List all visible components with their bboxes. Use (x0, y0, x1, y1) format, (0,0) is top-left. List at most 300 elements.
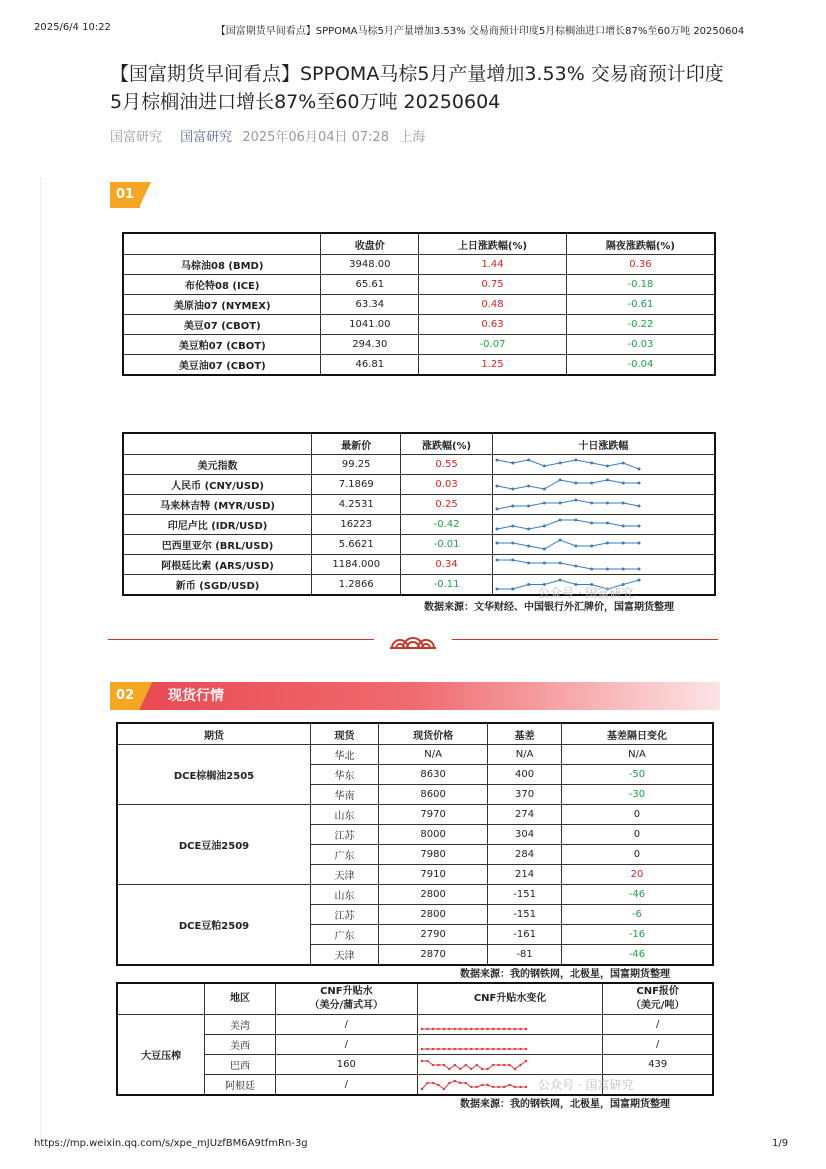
cnf-quote: / (603, 1035, 713, 1055)
sparkline-point (475, 1063, 477, 1065)
instrument-name: 美豆油07 (CBOT) (123, 355, 321, 376)
sparkline-point (527, 583, 530, 586)
night-change: 0.36 (566, 255, 715, 275)
change-pct: -0.42 (401, 515, 492, 535)
section-title: 现货行情 (168, 688, 224, 704)
sparkline-point (470, 1067, 472, 1069)
sparkline-point (511, 462, 514, 465)
sparkline-point (448, 1047, 450, 1049)
latest-price: 7.1869 (312, 475, 401, 495)
sparkline-point (454, 1027, 456, 1029)
region: 广东 (310, 925, 378, 945)
sparkline-point (495, 588, 498, 591)
change-pct: 0.55 (401, 455, 492, 475)
column-header: 收盘价 (321, 233, 419, 255)
sparkline-point (495, 485, 498, 488)
region: 山东 (310, 805, 378, 825)
column-header: CNF报价 （美元/吨） (603, 983, 713, 1015)
sparkline-point (574, 459, 577, 462)
ten-day-trend (492, 515, 715, 535)
sparkline-point (527, 485, 530, 488)
sparkline-point (495, 559, 498, 562)
sparkline-point (543, 465, 546, 468)
table-row (117, 1035, 713, 1055)
sparkline-line (497, 500, 639, 509)
cnf-premium: / (275, 1015, 417, 1035)
sparkline-point (574, 565, 577, 568)
sparkline-point (519, 1027, 521, 1029)
sparkline-point (606, 522, 609, 525)
table-row (117, 805, 713, 825)
contract-name: DCE豆油2509 (117, 805, 310, 885)
section-badge-slant (140, 682, 154, 710)
sparkline-point (590, 482, 593, 485)
ten-day-trend (492, 455, 715, 475)
sparkline-point (426, 1059, 428, 1061)
sparkline-point (621, 568, 624, 571)
sparkline-point (481, 1067, 483, 1069)
sparkline (418, 1017, 530, 1033)
table-header-row (123, 233, 715, 255)
sparkline-point (525, 1027, 527, 1029)
cnf-premium: 160 (275, 1055, 417, 1075)
basis: 274 (488, 805, 562, 825)
sparkline-point (519, 1047, 521, 1049)
sparkline-point (421, 1047, 423, 1049)
table-row (117, 1015, 713, 1035)
sparkline-point (503, 1027, 505, 1029)
sparkline-point (606, 568, 609, 571)
column-header: CNF升贴水变化 (417, 983, 602, 1015)
sparkline-point (503, 1047, 505, 1049)
page-number: 1/9 (772, 1138, 789, 1149)
sparkline-point (514, 1027, 516, 1029)
sparkline-point (421, 1027, 423, 1029)
change-pct: 0.25 (401, 495, 492, 515)
prev-change: -0.07 (419, 335, 567, 355)
table-row (123, 495, 715, 515)
spot-price: N/A (379, 745, 488, 765)
column-header: 现货 (310, 723, 378, 745)
prev-change: 0.48 (419, 295, 567, 315)
sparkline-line (497, 540, 639, 549)
basis: -81 (488, 945, 562, 966)
sparkline-point (465, 1063, 467, 1065)
basis: -151 (488, 885, 562, 905)
basis-change: 0 (561, 825, 713, 845)
cnf-premium: / (275, 1035, 417, 1055)
column-header: 期货 (117, 723, 310, 745)
region: 山东 (310, 885, 378, 905)
spot-price: 8600 (379, 785, 488, 805)
print-doc-title: 【国富期货早间看点】SPPOMA马棕5月产量增加3.53% 交易商预计印度5月棕榈油进口增长87%至60万吨 20250604 (215, 26, 745, 37)
group-name: 大豆压榨 (117, 1015, 205, 1096)
sparkline-point (558, 539, 561, 542)
sparkline-line (497, 520, 639, 529)
change-pct: -0.11 (401, 575, 492, 596)
ten-day-trend (492, 555, 715, 575)
close-price: 46.81 (321, 355, 419, 376)
futures-table (122, 232, 716, 376)
sparkline-point (465, 1081, 467, 1083)
latest-price: 4.2531 (312, 495, 401, 515)
currency-name: 马来林吉特 (MYR/USD) (123, 495, 312, 515)
sparkline-point (459, 1027, 461, 1029)
currency-name: 人民币 (CNY/USD) (123, 475, 312, 495)
sparkline-point (637, 579, 640, 582)
sparkline-point (558, 502, 561, 505)
article-title: 【国富期货早间看点】SPPOMA马棕5月产量增加3.53% 交易商预计印度5月棕榈油进口增长87%至60万吨 20250604 (110, 63, 724, 113)
sparkline-point (481, 1047, 483, 1049)
sparkline-point (508, 1027, 510, 1029)
basis: -151 (488, 905, 562, 925)
ten-day-trend (492, 475, 715, 495)
sparkline-point (621, 482, 624, 485)
sparkline-point (543, 548, 546, 551)
basis-change: -50 (561, 765, 713, 785)
sparkline-point (443, 1047, 445, 1049)
sparkline-point (443, 1087, 445, 1089)
sparkline-point (492, 1027, 494, 1029)
spot-price: 2800 (379, 905, 488, 925)
sparkline-point (621, 502, 624, 505)
region: 巴西 (205, 1055, 276, 1075)
sparkline-point (481, 1083, 483, 1085)
close-price: 294.30 (321, 335, 419, 355)
sparkline-point (470, 1085, 472, 1087)
sparkline-point (475, 1027, 477, 1029)
spot-price: 7980 (379, 845, 488, 865)
column-header: CNF升贴水 （美分/蒲式耳） (275, 983, 417, 1015)
basis-change: -46 (561, 945, 713, 966)
basis: -161 (488, 925, 562, 945)
sparkline-line (497, 460, 639, 469)
latest-price: 5.6621 (312, 535, 401, 555)
sparkline-point (432, 1027, 434, 1029)
region: 江苏 (310, 825, 378, 845)
sparkline (493, 536, 643, 553)
latest-price: 16223 (312, 515, 401, 535)
section-number: 02 (110, 682, 140, 710)
sparkline-point (448, 1067, 450, 1069)
sparkline-point (421, 1059, 423, 1061)
basis-change: N/A (561, 745, 713, 765)
sparkline-point (470, 1047, 472, 1049)
sparkline-point (508, 1083, 510, 1085)
prev-change: 1.25 (419, 355, 567, 376)
sparkline-point (590, 545, 593, 548)
sparkline-point (527, 562, 530, 565)
column-header (117, 983, 205, 1015)
sparkline-point (421, 1087, 423, 1089)
sparkline-point (527, 505, 530, 508)
region: 江苏 (310, 905, 378, 925)
sparkline-point (574, 499, 577, 502)
section-01-header (110, 182, 152, 208)
cnf-change-trend (417, 1055, 602, 1075)
basis-change: -46 (561, 885, 713, 905)
fx-source-note: 数据来源：文华财经、中国银行外汇牌价，国富期货整理 (424, 602, 674, 613)
basis: N/A (488, 745, 562, 765)
table-row (123, 535, 715, 555)
latest-price: 1.2866 (312, 575, 401, 596)
basis-change: -6 (561, 905, 713, 925)
article-meta (110, 126, 431, 145)
ten-day-trend (492, 495, 715, 515)
cnf-quote: / (603, 1015, 713, 1035)
spot-price: 2800 (379, 885, 488, 905)
sparkline-point (454, 1079, 456, 1081)
sparkline-point (574, 545, 577, 548)
sparkline-point (443, 1027, 445, 1029)
sparkline-point (606, 502, 609, 505)
sparkline-point (558, 562, 561, 565)
table-header-row (117, 983, 713, 1015)
sparkline-point (525, 1059, 527, 1061)
sparkline-point (465, 1027, 467, 1029)
sparkline-point (574, 519, 577, 522)
close-price: 1041.00 (321, 315, 419, 335)
sparkline-point (606, 542, 609, 545)
night-change: -0.22 (566, 315, 715, 335)
night-change: -0.61 (566, 295, 715, 315)
spot-price: 7910 (379, 865, 488, 885)
sparkline-point (486, 1047, 488, 1049)
contract-name: DCE棕榈油2505 (117, 745, 310, 805)
prev-change: 1.44 (419, 255, 567, 275)
section-02-header (110, 682, 224, 710)
table-row (117, 885, 713, 905)
sparkline (493, 516, 643, 533)
instrument-name: 布伦特08 (ICE) (123, 275, 321, 295)
sparkline-point (437, 1027, 439, 1029)
spot-price: 8000 (379, 825, 488, 845)
table-row (123, 275, 715, 295)
region: 天津 (310, 945, 378, 966)
night-change: -0.04 (566, 355, 715, 376)
basis-change: -30 (561, 785, 713, 805)
sparkline (418, 1077, 530, 1093)
basis: 400 (488, 765, 562, 785)
column-header: 隔夜涨跌幅(%) (566, 233, 715, 255)
sparkline-point (486, 1083, 488, 1085)
sparkline-point (432, 1063, 434, 1065)
sparkline-point (497, 1047, 499, 1049)
section-badge-slant (140, 182, 152, 208)
table-header-row (123, 433, 715, 455)
sparkline (418, 1057, 530, 1073)
latest-price: 1184.000 (312, 555, 401, 575)
sparkline-line (497, 560, 639, 569)
sparkline-point (495, 508, 498, 511)
sparkline-point (543, 525, 546, 528)
sparkline-point (459, 1067, 461, 1069)
sparkline-point (527, 459, 530, 462)
sparkline-point (497, 1063, 499, 1065)
sparkline-point (511, 559, 514, 562)
sparkline-point (492, 1063, 494, 1065)
sparkline-point (527, 545, 530, 548)
sparkline-point (465, 1047, 467, 1049)
sparkline-point (514, 1085, 516, 1087)
sparkline (493, 476, 643, 493)
sparkline-point (527, 528, 530, 531)
sparkline-point (495, 542, 498, 545)
section-number: 01 (110, 182, 140, 208)
prev-change: 0.75 (419, 275, 567, 295)
change-pct: -0.01 (401, 535, 492, 555)
ten-day-trend (492, 535, 715, 555)
account-link[interactable]: 国富研究 (180, 130, 233, 145)
sparkline-point (503, 1085, 505, 1087)
sparkline-point (503, 1063, 505, 1065)
sparkline-point (621, 462, 624, 465)
region: 天津 (310, 865, 378, 885)
table-row (117, 1055, 713, 1075)
sparkline-point (459, 1047, 461, 1049)
table-row (123, 515, 715, 535)
sparkline-point (511, 525, 514, 528)
sparkline-point (437, 1083, 439, 1085)
sparkline (418, 1037, 530, 1053)
latest-price: 99.25 (312, 455, 401, 475)
region: 华南 (310, 785, 378, 805)
footer-url[interactable]: https://mp.weixin.qq.com/s/xpe_mJUzfBM6A9tfmRn-3g (34, 1138, 308, 1149)
sparkline-point (511, 542, 514, 545)
sparkline-point (590, 522, 593, 525)
region: 美西 (205, 1035, 276, 1055)
sparkline-point (432, 1047, 434, 1049)
basis-change: 20 (561, 865, 713, 885)
table-row (123, 555, 715, 575)
sparkline-point (508, 1063, 510, 1065)
table-row (123, 255, 715, 275)
column-header: 最新价 (312, 433, 401, 455)
instrument-name: 美豆粕07 (CBOT) (123, 335, 321, 355)
column-header: 地区 (205, 983, 276, 1015)
column-header: 基差隔日变化 (561, 723, 713, 745)
night-change: -0.18 (566, 275, 715, 295)
sparkline-point (558, 479, 561, 482)
currency-name: 阿根廷比索 (ARS/USD) (123, 555, 312, 575)
publish-location: 上海 (399, 130, 426, 145)
cnf-change-trend (417, 1035, 602, 1055)
sparkline-point (558, 462, 561, 465)
sparkline-point (558, 519, 561, 522)
currency-name: 印尼卢比 (IDR/USD) (123, 515, 312, 535)
column-header: 基差 (488, 723, 562, 745)
sparkline-point (492, 1085, 494, 1087)
basis: 370 (488, 785, 562, 805)
sparkline-point (448, 1081, 450, 1083)
sparkline-point (459, 1081, 461, 1083)
region: 阿根廷 (205, 1075, 276, 1096)
sparkline-point (448, 1027, 450, 1029)
sparkline-point (492, 1047, 494, 1049)
table-row (123, 295, 715, 315)
sparkline-point (432, 1081, 434, 1083)
night-change: -0.03 (566, 335, 715, 355)
sparkline-point (497, 1085, 499, 1087)
sparkline-point (558, 579, 561, 582)
sparkline-point (637, 568, 640, 571)
sparkline-point (590, 568, 593, 571)
spot-price: 2870 (379, 945, 488, 966)
sparkline-point (621, 542, 624, 545)
basis: 284 (488, 845, 562, 865)
region: 美湾 (205, 1015, 276, 1035)
spot-price: 2790 (379, 925, 488, 945)
sparkline-point (437, 1063, 439, 1065)
basis: 304 (488, 825, 562, 845)
divider-right (452, 639, 718, 640)
sparkline-point (590, 502, 593, 505)
sparkline-point (514, 1067, 516, 1069)
basis-change: 0 (561, 805, 713, 825)
sparkline-point (511, 588, 514, 591)
prev-change: 0.63 (419, 315, 567, 335)
sparkline (493, 556, 643, 573)
sparkline-line (497, 480, 639, 489)
currency-name: 新币 (SGD/USD) (123, 575, 312, 596)
sparkline (493, 456, 643, 473)
basis: 214 (488, 865, 562, 885)
region: 华北 (310, 745, 378, 765)
spot-price: 7970 (379, 805, 488, 825)
sparkline-point (519, 1085, 521, 1087)
sparkline-point (486, 1067, 488, 1069)
article-source: 国富研究 (110, 130, 163, 145)
sparkline-point (525, 1047, 527, 1049)
sparkline-point (486, 1027, 488, 1029)
close-price: 63.34 (321, 295, 419, 315)
sparkline-point (543, 488, 546, 491)
sparkline-point (470, 1027, 472, 1029)
sparkline-point (621, 525, 624, 528)
change-pct: 0.34 (401, 555, 492, 575)
instrument-name: 马棕油08 (BMD) (123, 255, 321, 275)
sparkline-point (543, 502, 546, 505)
cloud-ornament-icon (388, 624, 438, 656)
sparkline-point (475, 1085, 477, 1087)
currency-name: 巴西里亚尔 (BRL/USD) (123, 535, 312, 555)
sparkline-point (454, 1047, 456, 1049)
cnf-quote: 439 (603, 1055, 713, 1075)
sparkline-point (495, 528, 498, 531)
sparkline-point (495, 459, 498, 462)
spot-source-note: 数据来源：我的钢铁网，北极星，国富期货整理 (460, 969, 670, 980)
watermark: 公众号 · 国富研究 (538, 1078, 634, 1092)
watermark: 公众号 · 国富研究 (538, 586, 634, 600)
column-header (123, 233, 321, 255)
sparkline-point (426, 1047, 428, 1049)
sparkline-point (525, 1085, 527, 1087)
sparkline-point (437, 1047, 439, 1049)
table-row (123, 315, 715, 335)
basis-change: 0 (561, 845, 713, 865)
cnf-source-note: 数据来源：我的钢铁网，北极星，国富期货整理 (460, 1099, 670, 1110)
close-price: 3948.00 (321, 255, 419, 275)
close-price: 65.61 (321, 275, 419, 295)
region: 广东 (310, 845, 378, 865)
column-header: 十日涨跌幅 (492, 433, 715, 455)
sparkline-point (475, 1047, 477, 1049)
sparkline-point (519, 1063, 521, 1065)
column-header (123, 433, 312, 455)
instrument-name: 美原油07 (NYMEX) (123, 295, 321, 315)
sparkline-point (606, 479, 609, 482)
sparkline-point (514, 1047, 516, 1049)
